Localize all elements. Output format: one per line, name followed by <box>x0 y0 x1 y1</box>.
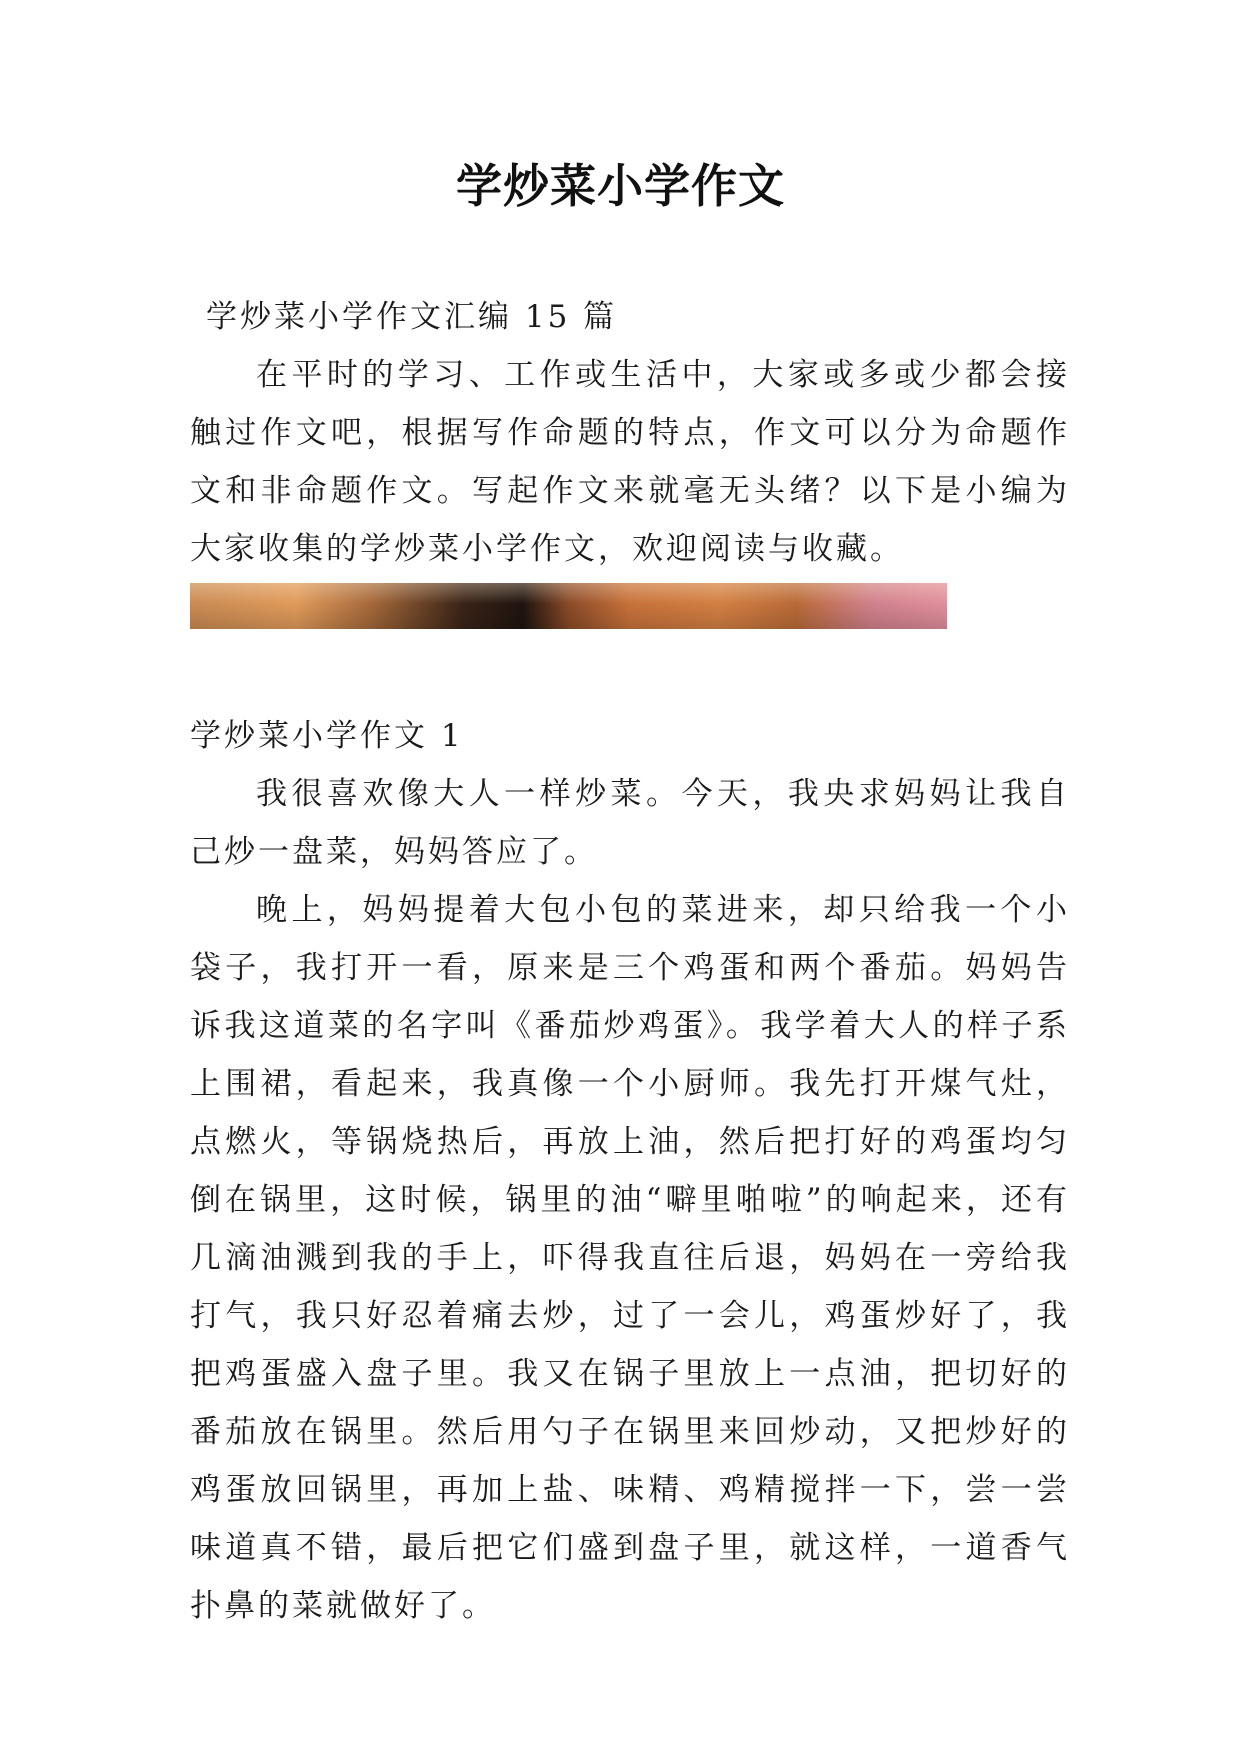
document-body <box>190 288 1070 1635</box>
body-paragraph: 晚上，妈妈提着大包小包的菜进来，却只给我一个小袋子，我打开一看，原来是三个鸡蛋和两个番茄。妈妈告诉我这道菜的名字叫《番茄炒鸡蛋》。我学着大人的样子系上围裙，看起来，我真像一个小厨师。我先打开煤气灶，点燃火，等锅烧热后，再放上油，然后把打好的鸡蛋均匀倒在锅里，这时候，锅里的油“噼里啪啦”的响起来，还有几滴油溅到我的手上，吓得我直往后退，妈妈在一旁给我打气，我只好忍着痛去炒，过了一会儿，鸡蛋炒好了，我把鸡蛋盛入盘子里。我又在锅子里放上一点油，把切好的番茄放在锅里。然后用勺子在锅里来回炒动，又把炒好的鸡蛋放回锅里，再加上盐、味精、鸡精搅拌一下，尝一尝味道真不错，最后把它们盛到盘子里，就这样，一道香气扑鼻的菜就做好了。 <box>190 892 1070 1624</box>
section-heading: 学炒菜小学作文 1 <box>190 718 464 754</box>
document-subtitle: 学炒菜小学作文汇编 15 篇 <box>206 299 618 335</box>
page-title: 学炒菜小学作文 <box>456 159 785 213</box>
intro-paragraph: 在平时的学习、工作或生活中，大家或多或少都会接触过作文吧，根据写作命题的特点，作文可以分为命题作文和非命题作文。写起作文来就毫无头绪？以下是小编为大家收集的学炒菜小学作文，欢迎阅读与收藏。 <box>190 357 1070 567</box>
decorative-banner-image <box>190 583 947 629</box>
body-paragraph: 我很喜欢像大人一样炒菜。今天，我央求妈妈让我自己炒一盘菜，妈妈答应了。 <box>190 776 1070 870</box>
